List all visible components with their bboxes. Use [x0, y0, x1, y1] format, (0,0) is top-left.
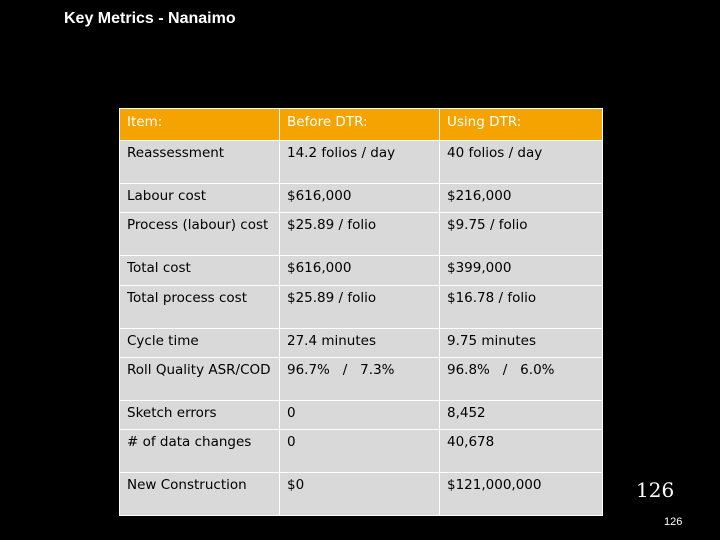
metrics-table: [119, 108, 603, 516]
row-after: 40 folios / day: [440, 141, 603, 184]
row-after: $16.78 / folio: [440, 286, 603, 329]
row-after: $399,000: [440, 256, 603, 286]
row-before: $25.89 / folio: [280, 213, 440, 256]
row-item: Sketch errors: [120, 401, 280, 430]
row-before: 96.7% / 7.3%: [280, 358, 440, 401]
row-before: 27.4 minutes: [280, 329, 440, 358]
slide-title: Key Metrics - Nanaimo: [64, 10, 236, 27]
row-before: 14.2 folios / day: [280, 141, 440, 184]
row-after: 8,452: [440, 401, 603, 430]
table-row: [120, 329, 603, 358]
header-before-dtr: Before DTR:: [280, 109, 440, 141]
row-after: $9.75 / folio: [440, 213, 603, 256]
row-before: $25.89 / folio: [280, 286, 440, 329]
table-row: [120, 473, 603, 516]
table-row: [120, 184, 603, 213]
row-before: $0: [280, 473, 440, 516]
table-row: [120, 141, 603, 184]
row-before: 0: [280, 401, 440, 430]
table-row: [120, 213, 603, 256]
row-item: # of data changes: [120, 430, 280, 473]
row-after: 9.75 minutes: [440, 329, 603, 358]
table-row: [120, 430, 603, 473]
table-row: [120, 358, 603, 401]
row-before: $616,000: [280, 256, 440, 286]
row-after: $216,000: [440, 184, 603, 213]
table-row: [120, 401, 603, 430]
row-item: New Construction: [120, 473, 280, 516]
row-item: Process (labour) cost: [120, 213, 280, 256]
row-item: Roll Quality ASR/COD: [120, 358, 280, 401]
row-item: Cycle time: [120, 329, 280, 358]
row-item: Reassessment: [120, 141, 280, 184]
row-before: $616,000: [280, 184, 440, 213]
row-after: 40,678: [440, 430, 603, 473]
row-item: Total cost: [120, 256, 280, 286]
header-using-dtr: Using DTR:: [440, 109, 603, 141]
row-after: 96.8% / 6.0%: [440, 358, 603, 401]
row-before: 0: [280, 430, 440, 473]
table-row: [120, 286, 603, 329]
page-number-small: 126: [664, 516, 683, 528]
header-item: Item:: [120, 109, 280, 141]
table-row: [120, 256, 603, 286]
row-item: Total process cost: [120, 286, 280, 329]
table-header-row: [120, 109, 603, 141]
page-number-large: 126: [636, 478, 675, 502]
row-after: $121,000,000: [440, 473, 603, 516]
row-item: Labour cost: [120, 184, 280, 213]
